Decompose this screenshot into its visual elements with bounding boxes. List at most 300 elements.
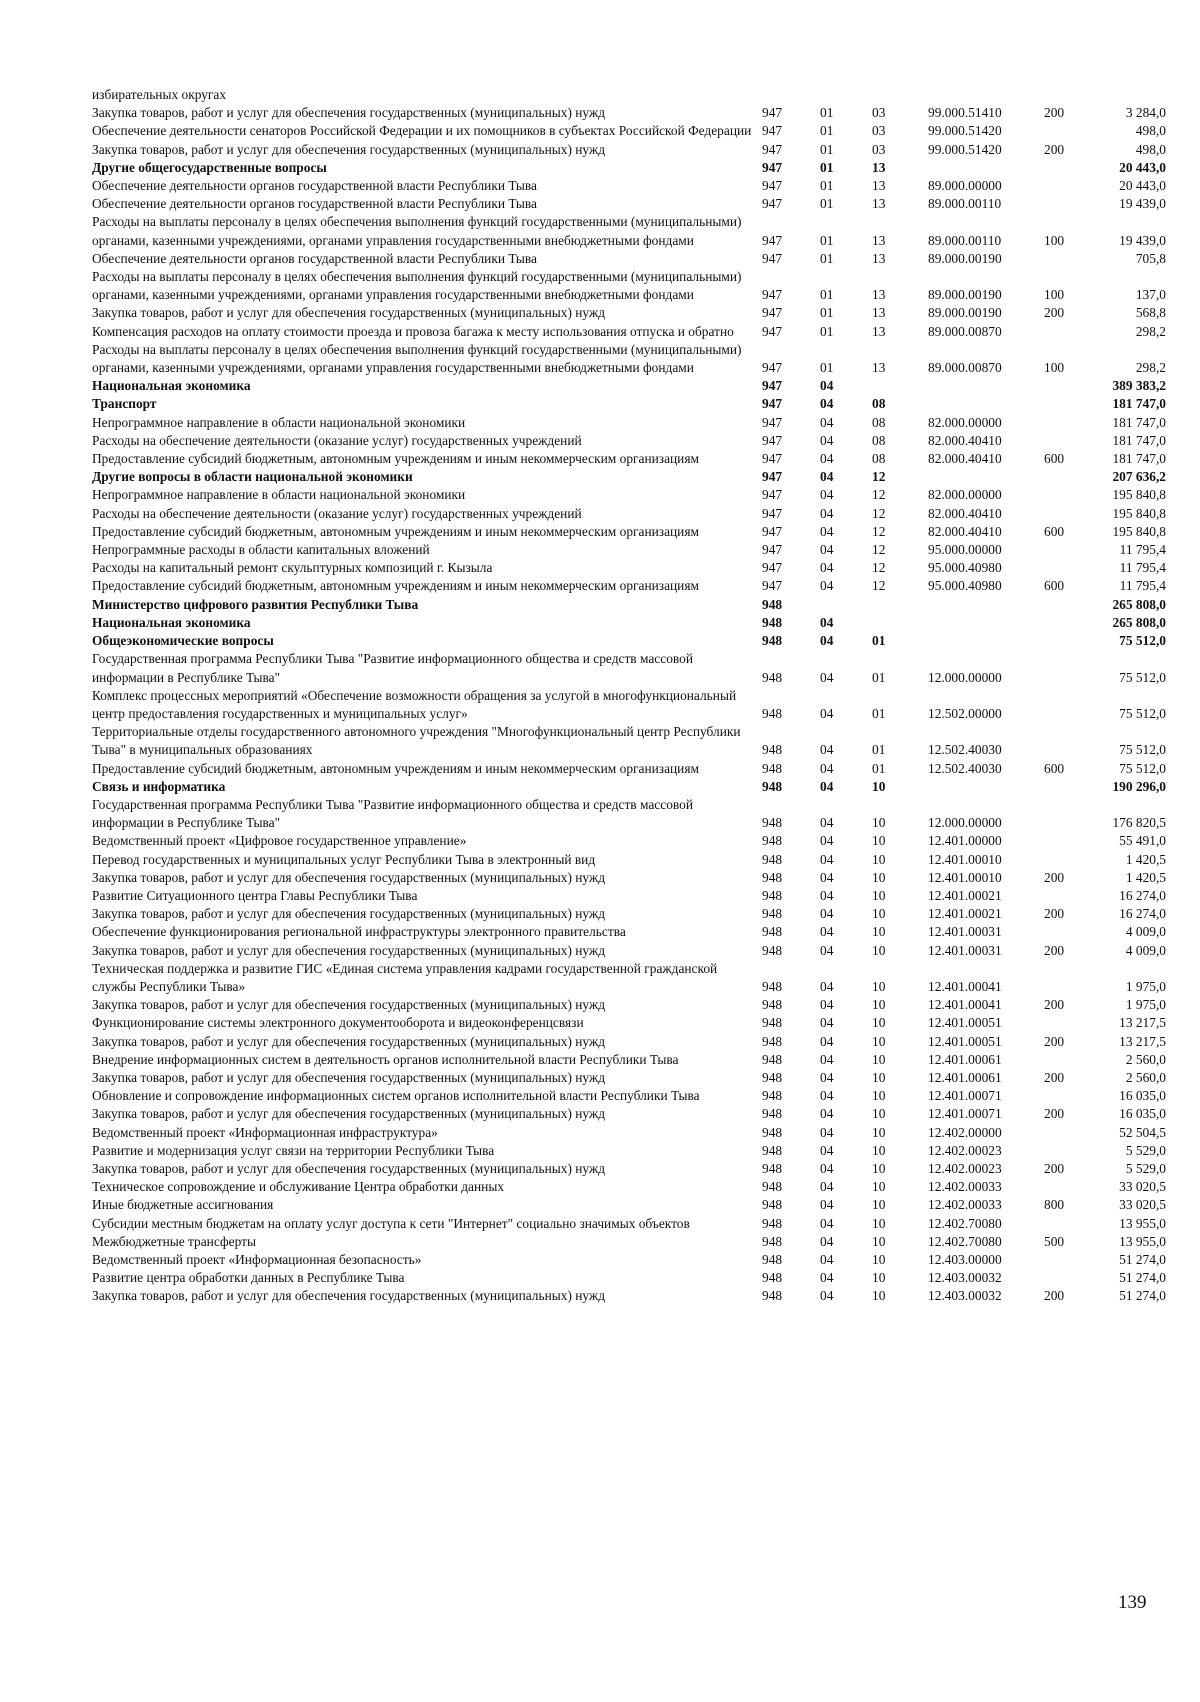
row-name: Национальная экономика	[92, 378, 251, 394]
amount: 11 795,4	[1119, 542, 1166, 558]
row-name: Субсидии местным бюджетам на оплату услуг доступа к сети "Интернет" социально значимых объектов	[92, 1215, 690, 1231]
row-name: Расходы на капитальный ремонт скульптурных композиций г. Кызыла	[92, 560, 493, 576]
expense-type-code	[1044, 468, 1094, 486]
expense-type-code	[1044, 1251, 1094, 1269]
subsection-code: 13	[872, 360, 886, 376]
subsection-code: 03	[872, 123, 886, 139]
section-code: 04	[820, 1106, 834, 1122]
section-code: 04	[820, 505, 834, 521]
expense-type-code: 200	[1044, 906, 1065, 922]
amount: 75 512,0	[1119, 742, 1166, 758]
ved-code: 947	[762, 487, 783, 503]
amount: 33 020,5	[1119, 1197, 1166, 1213]
row-name: Техническая поддержка и развитие ГИС «Единая система управления кадрами государственной гражданской службы Республики Тыва»	[92, 960, 718, 994]
target-article-code: 12.401.00021	[928, 906, 1002, 922]
expense-type-code: 200	[1044, 1160, 1065, 1176]
ved-code: 947	[762, 542, 783, 558]
table-row	[92, 851, 1166, 869]
section-code: 04	[820, 614, 834, 630]
amount: 181 747,0	[1112, 396, 1166, 412]
subsection-code	[872, 377, 928, 395]
ved-code: 948	[762, 997, 783, 1013]
amount: 52 504,5	[1119, 1124, 1166, 1140]
amount: 190 296,0	[1112, 778, 1166, 794]
budget-table-body	[92, 86, 1166, 1306]
section-code: 01	[820, 196, 834, 212]
budget-table	[92, 86, 1166, 1306]
ved-code: 948	[762, 1051, 783, 1067]
ved-code: 948	[762, 887, 783, 903]
target-article-code: 12.403.00032	[928, 1270, 1002, 1286]
row-name: Закупка товаров, работ и услуг для обеспечения государственных (муниципальных) нужд	[92, 942, 606, 958]
expense-type-code: 800	[1044, 1197, 1065, 1213]
table-row	[92, 796, 1166, 832]
ved-code: 948	[762, 1160, 783, 1176]
target-article-code	[928, 86, 1044, 104]
section-code: 01	[820, 323, 834, 339]
table-row	[92, 177, 1166, 195]
amount: 16 035,0	[1119, 1106, 1166, 1122]
section-code: 04	[820, 396, 834, 412]
ved-code: 947	[762, 141, 783, 157]
amount: 181 747,0	[1112, 432, 1166, 448]
ved-code: 947	[762, 178, 783, 194]
expense-type-code	[1044, 432, 1094, 450]
expense-type-code	[1044, 1087, 1094, 1105]
ved-code: 948	[762, 1015, 783, 1031]
target-article-code: 12.402.00033	[928, 1179, 1002, 1195]
table-row	[92, 1287, 1166, 1305]
expense-type-code	[1044, 960, 1094, 996]
expense-type-code	[1044, 414, 1094, 432]
table-row	[92, 213, 1166, 249]
table-row	[92, 1105, 1166, 1123]
subsection-code: 10	[872, 1015, 886, 1031]
target-article-code: 12.401.00010	[928, 869, 1002, 885]
ved-code: 947	[762, 232, 783, 248]
section-code: 04	[820, 1252, 834, 1267]
table-row	[92, 86, 1166, 104]
section-code: 04	[820, 1015, 834, 1031]
target-article-code: 95.000.00000	[928, 542, 1002, 558]
ved-code: 947	[762, 505, 783, 521]
table-row	[92, 996, 1166, 1014]
section-code: 01	[820, 159, 834, 175]
row-name: Ведомственный проект «Информационная инфраструктура»	[92, 1124, 438, 1140]
table-row	[92, 159, 1166, 177]
target-article-code: 95.000.40980	[928, 560, 1002, 576]
expense-type-code: 500	[1044, 1233, 1065, 1249]
ved-code: 947	[762, 250, 783, 266]
subsection-code: 01	[872, 633, 886, 649]
expense-type-code: 600	[1044, 523, 1065, 539]
section-code: 04	[820, 1124, 834, 1140]
row-name: Обеспечение деятельности органов государственной власти Республики Тыва	[92, 178, 537, 194]
table-row	[92, 304, 1166, 322]
amount: 11 795,4	[1119, 578, 1166, 594]
section-code: 04	[820, 942, 834, 958]
row-name: Компенсация расходов на оплату стоимости проезда и провоза багажа к месту использования отпуска и обратно	[92, 323, 734, 339]
subsection-code: 10	[872, 978, 886, 994]
target-article-code: 12.401.00051	[928, 1015, 1002, 1031]
section-code: 04	[820, 432, 834, 448]
subsection-code: 10	[872, 1160, 886, 1176]
row-name: Непрограммное направление в области национальной экономики	[92, 487, 466, 503]
subsection-code: 10	[872, 924, 886, 940]
amount: 16 274,0	[1119, 887, 1166, 903]
ved-code: 948	[762, 851, 783, 867]
subsection-code	[872, 596, 928, 614]
target-article-code: 12.401.00071	[928, 1088, 1002, 1104]
ved-code: 948	[762, 778, 783, 794]
row-name: Расходы на выплаты персоналу в целях обеспечения выполнения функций государственными (муниципальными) органами, казенными учреждениями, органами управления государственными внебюджетными фондами	[92, 214, 742, 248]
section-code: 04	[820, 1179, 834, 1195]
amount: 75 512,0	[1119, 633, 1166, 649]
table-row	[92, 687, 1166, 723]
subsection-code: 10	[872, 1288, 886, 1304]
subsection-code: 10	[872, 1215, 886, 1231]
target-article-code: 82.000.40410	[928, 451, 1002, 467]
row-name: Другие общегосударственные вопросы	[92, 159, 327, 175]
ved-code: 947	[762, 378, 783, 394]
ved-code: 948	[762, 1124, 783, 1140]
expense-type-code	[1044, 887, 1094, 905]
ved-code: 948	[762, 1069, 783, 1085]
table-row	[92, 650, 1166, 686]
ved-code: 947	[762, 414, 783, 430]
expense-type-code	[1044, 596, 1094, 614]
row-name: Развитие и модернизация услуг связи на территории Республики Тыва	[92, 1142, 495, 1158]
amount: 207 636,2	[1112, 469, 1166, 485]
target-article-code: 89.000.00870	[928, 323, 1002, 339]
row-name: Предоставление субсидий бюджетным, автономным учреждениям и иным некоммерческим организациям	[92, 523, 699, 539]
row-name: Перевод государственных и муниципальных услуг Республики Тыва в электронный вид	[92, 851, 596, 867]
subsection-code: 10	[872, 1069, 886, 1085]
table-row	[92, 141, 1166, 159]
section-code: 04	[820, 578, 834, 594]
table-row	[92, 468, 1166, 486]
expense-type-code	[1044, 1124, 1094, 1142]
target-article-code: 89.000.00190	[928, 305, 1002, 321]
section-code: 04	[820, 669, 834, 685]
target-article-code: 12.402.00023	[928, 1142, 1002, 1158]
amount: 176 820,5	[1112, 815, 1166, 831]
subsection-code: 01	[872, 669, 886, 685]
ved-code: 948	[762, 633, 783, 649]
ved-code	[762, 86, 820, 104]
ved-code: 947	[762, 396, 783, 412]
expense-type-code: 200	[1044, 1288, 1065, 1304]
table-row	[92, 1215, 1166, 1233]
section-code: 04	[820, 451, 834, 467]
expense-type-code	[1044, 541, 1094, 559]
row-name: Ведомственный проект «Информационная безопасность»	[92, 1252, 422, 1267]
subsection-code: 10	[872, 815, 886, 831]
expense-type-code: 100	[1044, 287, 1065, 303]
target-article-code: 99.000.51420	[928, 141, 1002, 157]
row-name: Территориальные отделы государственного автономного учреждения "Многофункциональный центр Республики Тыва" в муниципальных образованиях	[92, 724, 741, 758]
subsection-code: 01	[872, 742, 886, 758]
row-name: Развитие центра обработки данных в Республике Тыва	[92, 1270, 405, 1286]
section-code: 04	[820, 869, 834, 885]
ved-code: 948	[762, 906, 783, 922]
target-article-code: 12.401.00041	[928, 978, 1002, 994]
section-code: 04	[820, 1142, 834, 1158]
target-article-code: 82.000.40410	[928, 523, 1002, 539]
amount: 33 020,5	[1119, 1179, 1166, 1195]
section-code: 04	[820, 833, 834, 849]
table-row	[92, 1269, 1166, 1287]
ved-code: 948	[762, 596, 783, 612]
expense-type-code	[1044, 1014, 1094, 1032]
expense-type-code	[1044, 832, 1094, 850]
subsection-code: 10	[872, 1051, 886, 1067]
row-name: Закупка товаров, работ и услуг для обеспечения государственных (муниципальных) нужд	[92, 105, 606, 121]
target-article-code: 12.401.00041	[928, 997, 1002, 1013]
row-name: Обновление и сопровождение информационных систем органов исполнительной власти Республики Тыва	[92, 1088, 700, 1104]
expense-type-code	[1044, 559, 1094, 577]
subsection-code: 10	[872, 906, 886, 922]
ved-code: 948	[762, 1288, 783, 1304]
ved-code: 948	[762, 1088, 783, 1104]
target-article-code	[928, 395, 1044, 413]
amount: 498,0	[1135, 141, 1166, 157]
row-name: Обеспечение деятельности органов государственной власти Республики Тыва	[92, 196, 537, 212]
table-row	[92, 723, 1166, 759]
section-code	[820, 86, 872, 104]
ved-code: 948	[762, 1106, 783, 1122]
target-article-code: 12.402.70080	[928, 1215, 1002, 1231]
amount: 75 512,0	[1119, 669, 1166, 685]
subsection-code: 12	[872, 505, 886, 521]
ved-code: 948	[762, 760, 783, 776]
table-row	[92, 250, 1166, 268]
ved-code: 948	[762, 942, 783, 958]
ved-code: 947	[762, 523, 783, 539]
amount: 5 529,0	[1125, 1160, 1166, 1176]
subsection-code: 08	[872, 451, 886, 467]
row-name: Закупка товаров, работ и услуг для обеспечения государственных (муниципальных) нужд	[92, 1288, 606, 1304]
section-code: 01	[820, 178, 834, 194]
table-row	[92, 577, 1166, 595]
row-name: Предоставление субсидий бюджетным, автономным учреждениям и иным некоммерческим организациям	[92, 451, 699, 467]
section-code: 01	[820, 360, 834, 376]
row-name: Обеспечение деятельности сенаторов Российской Федерации и их помощников в субъектах Российской Федерации	[92, 123, 752, 139]
table-row	[92, 1233, 1166, 1251]
amount: 16 035,0	[1119, 1088, 1166, 1104]
amount: 705,8	[1135, 250, 1166, 266]
table-row	[92, 596, 1166, 614]
row-name: Закупка товаров, работ и услуг для обеспечения государственных (муниципальных) нужд	[92, 997, 606, 1013]
target-article-code: 99.000.51420	[928, 123, 1002, 139]
section-code: 04	[820, 1051, 834, 1067]
ved-code: 947	[762, 159, 783, 175]
ved-code: 948	[762, 1233, 783, 1249]
target-article-code: 12.401.00021	[928, 887, 1002, 903]
table-row	[92, 505, 1166, 523]
table-row	[92, 1124, 1166, 1142]
section-code: 01	[820, 250, 834, 266]
table-row	[92, 1251, 1166, 1269]
subsection-code: 13	[872, 287, 886, 303]
amount: 1 420,5	[1125, 851, 1166, 867]
row-name: Ведомственный проект «Цифровое государственное управление»	[92, 833, 467, 849]
amount: 1 420,5	[1125, 869, 1166, 885]
subsection-code: 03	[872, 105, 886, 121]
section-code: 04	[820, 978, 834, 994]
expense-type-code	[1044, 195, 1094, 213]
table-row	[92, 1069, 1166, 1087]
row-name: Непрограммные расходы в области капитальных вложений	[92, 542, 430, 558]
expense-type-code	[1044, 1142, 1094, 1160]
ved-code: 948	[762, 1215, 783, 1231]
row-name: Расходы на обеспечение деятельности (оказание услуг) государственных учреждений	[92, 505, 582, 521]
subsection-code: 13	[872, 305, 886, 321]
section-code: 01	[820, 141, 834, 157]
table-row	[92, 1014, 1166, 1032]
row-name: Иные бюджетные ассигнования	[92, 1197, 274, 1213]
subsection-code: 01	[872, 760, 886, 776]
subsection-code: 12	[872, 560, 886, 576]
subsection-code: 08	[872, 432, 886, 448]
section-code: 04	[820, 887, 834, 903]
table-row	[92, 1142, 1166, 1160]
expense-type-code	[1044, 323, 1094, 341]
amount: 19 439,0	[1119, 196, 1166, 212]
amount: 2 560,0	[1125, 1051, 1166, 1067]
row-name: Государственная программа Республики Тыва "Развитие информационного общества и средств массовой информации в Республике Тыва"	[92, 651, 693, 685]
row-name: Техническое сопровождение и обслуживание Центра обработки данных	[92, 1179, 505, 1195]
ved-code: 947	[762, 578, 783, 594]
table-row	[92, 760, 1166, 778]
expense-type-code	[1044, 650, 1094, 686]
table-row	[92, 1051, 1166, 1069]
expense-type-code: 200	[1044, 105, 1065, 121]
ved-code: 948	[762, 1142, 783, 1158]
ved-code: 948	[762, 978, 783, 994]
section-code: 01	[820, 287, 834, 303]
row-name: Национальная экономика	[92, 614, 251, 630]
amount: 3 284,0	[1125, 105, 1166, 121]
section-code: 04	[820, 560, 834, 576]
expense-type-code: 200	[1044, 869, 1065, 885]
subsection-code: 13	[872, 323, 886, 339]
amount: 2 560,0	[1125, 1069, 1166, 1085]
target-article-code: 99.000.51410	[928, 105, 1002, 121]
section-code: 04	[820, 487, 834, 503]
row-name: Закупка товаров, работ и услуг для обеспечения государственных (муниципальных) нужд	[92, 906, 606, 922]
expense-type-code: 200	[1044, 305, 1065, 321]
subsection-code: 03	[872, 141, 886, 157]
expense-type-code	[1044, 159, 1094, 177]
table-row	[92, 377, 1166, 395]
expense-type-code	[1044, 796, 1094, 832]
subsection-code: 08	[872, 414, 886, 430]
subsection-code	[872, 86, 928, 104]
target-article-code: 12.502.40030	[928, 742, 1002, 758]
target-article-code: 12.000.00000	[928, 669, 1002, 685]
target-article-code: 12.402.00023	[928, 1160, 1002, 1176]
amount: 11 795,4	[1119, 560, 1166, 576]
ved-code: 948	[762, 1270, 783, 1286]
target-article-code	[928, 778, 1044, 796]
target-article-code: 12.401.00071	[928, 1106, 1002, 1122]
section-code: 04	[820, 1288, 834, 1304]
row-name: Предоставление субсидий бюджетным, автономным учреждениям и иным некоммерческим организациям	[92, 760, 699, 776]
section-code: 04	[820, 742, 834, 758]
amount: 195 840,8	[1112, 487, 1166, 503]
table-row	[92, 450, 1166, 468]
expense-type-code	[1044, 632, 1094, 650]
target-article-code: 12.502.40030	[928, 760, 1002, 776]
subsection-code: 10	[872, 1270, 886, 1286]
section-code: 04	[820, 1069, 834, 1085]
row-name: Закупка товаров, работ и услуг для обеспечения государственных (муниципальных) нужд	[92, 141, 606, 157]
expense-type-code	[1044, 122, 1094, 140]
target-article-code: 12.402.00033	[928, 1197, 1002, 1213]
subsection-code: 13	[872, 178, 886, 194]
subsection-code: 10	[872, 887, 886, 903]
target-article-code	[928, 632, 1044, 650]
ved-code: 947	[762, 360, 783, 376]
amount: 195 840,8	[1112, 505, 1166, 521]
row-name: Министерство цифрового развития Республики Тыва	[92, 596, 419, 612]
ved-code: 947	[762, 323, 783, 339]
subsection-code: 10	[872, 1033, 886, 1049]
section-code: 04	[820, 924, 834, 940]
row-name: Межбюджетные трансферты	[92, 1233, 256, 1249]
section-code: 04	[820, 851, 834, 867]
table-row	[92, 832, 1166, 850]
ved-code: 948	[762, 833, 783, 849]
ved-code: 948	[762, 924, 783, 940]
amount: 137,0	[1135, 287, 1166, 303]
table-row	[92, 541, 1166, 559]
section-code: 01	[820, 105, 834, 121]
ved-code: 948	[762, 705, 783, 721]
expense-type-code: 600	[1044, 578, 1065, 594]
subsection-code: 13	[872, 196, 886, 212]
row-name: Транспорт	[92, 396, 157, 412]
row-name: Связь и информатика	[92, 778, 226, 794]
section-code: 01	[820, 232, 834, 248]
ved-code: 948	[762, 1033, 783, 1049]
table-row	[92, 432, 1166, 450]
target-article-code: 12.402.00000	[928, 1124, 1002, 1140]
table-row	[92, 960, 1166, 996]
page-number: 139	[1118, 1592, 1147, 1613]
row-name: Закупка товаров, работ и услуг для обеспечения государственных (муниципальных) нужд	[92, 1106, 606, 1122]
section-code: 04	[820, 1215, 834, 1231]
target-article-code: 12.403.00000	[928, 1252, 1002, 1267]
subsection-code: 10	[872, 1179, 886, 1195]
subsection-code: 10	[872, 869, 886, 885]
row-name: Внедрение информационных систем в деятельность органов исполнительной власти Республики Тыва	[92, 1051, 679, 1067]
amount: 51 274,0	[1119, 1252, 1166, 1267]
expense-type-code: 200	[1044, 997, 1065, 1013]
row-name: Расходы на выплаты персоналу в целях обеспечения выполнения функций государственными (муниципальными) органами, казенными учреждениями, органами управления государственными внебюджетными фондами	[92, 269, 742, 303]
amount: 19 439,0	[1119, 232, 1166, 248]
amount: 55 491,0	[1119, 833, 1166, 849]
table-row	[92, 486, 1166, 504]
expense-type-code	[1044, 687, 1094, 723]
row-name: Общеэкономические вопросы	[92, 633, 274, 649]
amount: 13 955,0	[1119, 1215, 1166, 1231]
expense-type-code: 200	[1044, 942, 1065, 958]
expense-type-code: 200	[1044, 141, 1065, 157]
table-row	[92, 869, 1166, 887]
target-article-code: 12.000.00000	[928, 815, 1002, 831]
